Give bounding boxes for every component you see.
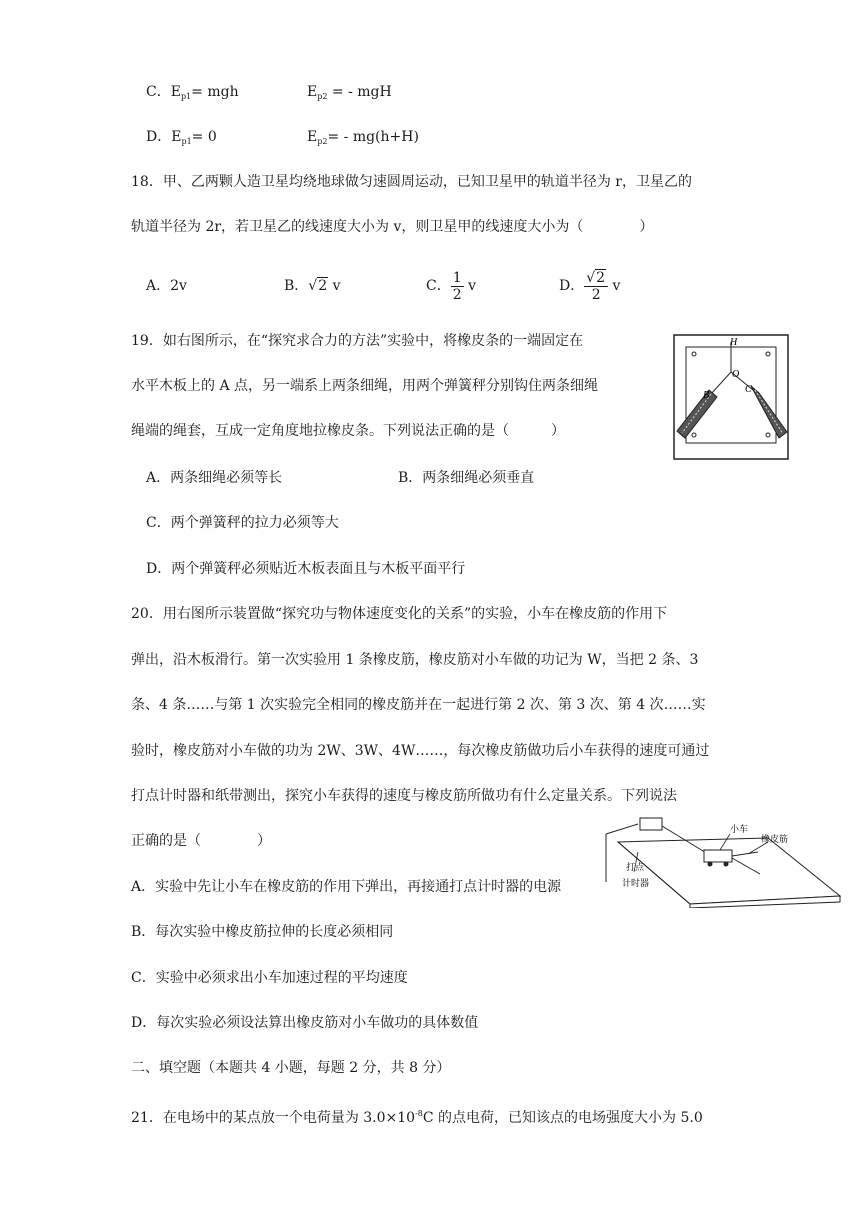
rubber-band-cart-figure (598, 812, 848, 908)
sqrt-symbol: √2 (308, 278, 328, 294)
q20-option-a: A．实验中先让小车在橡皮筋的作用下弹出，再接通打点计时器的电源 (131, 879, 562, 895)
q20-stem-line1: 20．用右图所示装置做“探究功与物体速度变化的关系”的实验，小车在橡皮筋的作用下 (131, 606, 668, 622)
label-o: O (732, 369, 740, 380)
force-table-diagram (673, 334, 789, 460)
q20-stem-line2: 弹出，沿木板滑行。第一次实验用 1 条橡皮筋，橡皮筋对小车做的功记为 W，当把 2 条、3 (131, 652, 699, 668)
q18-option-b: B．√2 v (284, 278, 341, 294)
q18-stem-line2: 轨道半径为 2r，若卫星乙的线速度大小为 v，则卫星甲的线速度大小为（ ） (131, 219, 654, 235)
label-car: 小车 (730, 825, 749, 835)
cart-apparatus-diagram (598, 812, 848, 908)
force-table-figure (673, 334, 789, 460)
q19-option-c: C．两个弹簧秤的拉力必须等大 (146, 515, 339, 531)
q17-option-c: C．$E_{p1}=$ mgh (146, 84, 239, 101)
q18-stem-line1: 18．甲、乙两颗人造卫星均绕地球做匀速圆周运动，已知卫星甲的轨道半径为 r，卫星乙的 (131, 174, 692, 190)
q20-stem-line4: 验时，橡皮筋对小车做的功为 2W、3W、4W……，每次橡皮筋做功后小车获得的速度可通过 (131, 743, 710, 759)
fraction: $\frac{√2}{2}$ (584, 270, 608, 303)
q19-option-b: B．两条细绳必须垂直 (398, 470, 535, 486)
q19-option-d: D．两个弹簧秤必须贴近木板表面且与木板平面平行 (146, 561, 466, 577)
q17-option-d-ep2: $E_{p2}= - mg(h+H)$ (307, 129, 419, 146)
section-heading-fill-in: 二、填空题（本题共 4 小题，每题 2 分，共 8 分） (131, 1060, 451, 1076)
q20-stem-line5: 打点计时器和纸带测出，探究小车获得的速度与橡皮筋所做功有什么定量关系。下列说法 (131, 788, 677, 804)
label-band: 橡皮筋 (761, 835, 789, 845)
q19-stem-line3: 绳端的绳套，互成一定角度地拉橡皮条。下列说法正确的是（ ） (131, 423, 565, 439)
label-timer: 计时器 (622, 879, 650, 889)
q19-stem-line1: 19．如右图所示，在“探究求合力的方法”实验中，将橡皮条的一端固定在 (131, 333, 584, 349)
q20-stem-line6: 正确的是（ ） (131, 833, 271, 849)
label-h: H (730, 337, 738, 348)
q21-stem-line1: 21．在电场中的某点放一个电荷量为 $3.0\times 10^{-8}C$ 的点电荷，已知该点的电场强度大小为 5.0 (131, 1109, 703, 1126)
q19-option-a: A．两条细绳必须等长 (146, 470, 283, 486)
q20-option-b: B．每次实验中橡皮筋拉伸的长度必须相同 (131, 924, 394, 940)
label-b: B (703, 390, 710, 401)
q20-option-c: C．实验中必须求出小车加速过程的平均速度 (131, 970, 408, 986)
q18-option-a: A．2v (146, 278, 187, 294)
fraction: $\frac{1}{2}$ (452, 269, 462, 303)
q18-option-c: C． $\frac{1}{2}$ v (426, 269, 477, 303)
q17-option-c-ep2: $E_{p2}$ = - mgH (307, 84, 392, 101)
q18-option-d: D． $\frac{√2}{2}$ v (559, 269, 621, 303)
q17-option-d: D．$E_{p1}= 0$ (146, 129, 217, 146)
label-dot: 打点 (626, 863, 645, 873)
q20-option-d: D．每次实验必须设法算出橡皮筋对小车做功的具体数值 (131, 1015, 479, 1031)
q20-stem-line3: 条、4 条……与第 1 次实验完全相同的橡皮筋并在一起进行第 2 次、第 3 次、第 4 次……实 (131, 697, 706, 713)
q19-stem-line2: 水平木板上的 A 点，另一端系上两条细绳，用两个弹簧秤分别钩住两条细绳 (131, 378, 599, 394)
label-c: C (745, 384, 752, 395)
